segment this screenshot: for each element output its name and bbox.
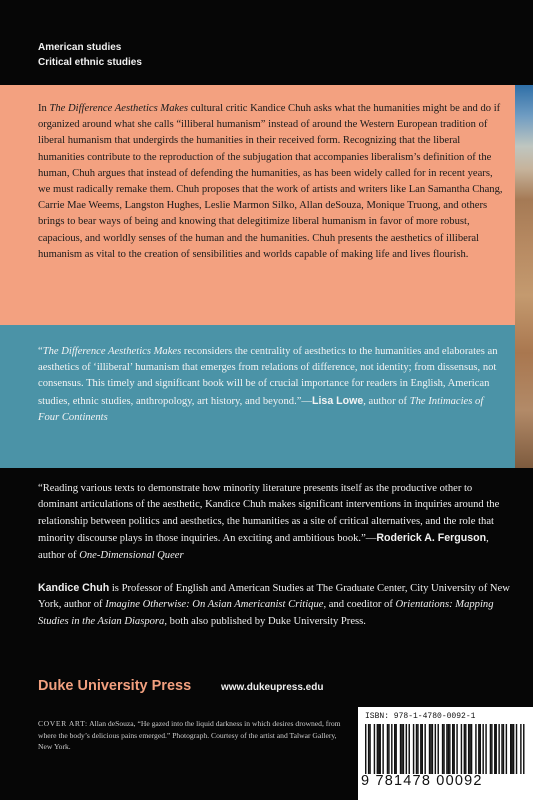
barcode-bar bbox=[377, 724, 378, 774]
barcode-bar bbox=[391, 724, 392, 774]
barcode-bar bbox=[403, 724, 404, 774]
barcode-bar bbox=[501, 724, 502, 774]
barcode-bar bbox=[417, 724, 418, 774]
cover-art-credit: COVER ART: Allan deSouza, “He gazed into the liquid darkness in which desires drowned, from where the body’s delicious pains emerged.” Photograph. Courtesy of the artist and Talwar Gallery, New York. bbox=[38, 719, 341, 752]
barcode-bar bbox=[453, 724, 454, 774]
cover-photo-strip bbox=[515, 85, 533, 468]
barcode-bar bbox=[498, 724, 499, 774]
barcode-bar bbox=[496, 724, 497, 774]
barcode-bar bbox=[378, 724, 379, 774]
barcode-bar bbox=[442, 724, 443, 774]
barcode-bar bbox=[365, 724, 366, 774]
blurb-book-title: The Difference Aesthetics Makes bbox=[42, 346, 182, 357]
barcode-bar bbox=[520, 724, 521, 774]
barcode-bar bbox=[469, 724, 470, 774]
book-description: In The Difference Aesthetics Makes cultural critic Kandice Chuh asks what the humanities might be and do if organized around what she calls “illiberal humanism” instead of around the Western European tradition of liberal humanism that undergirds the humanities in their received form. Recognizing that the liberal humanities contribute to the reproduction of the subjugation that accompanies liberalism’s definition of the human, Chuh argues that instead of defending the humanities, as has been widely called for in recent years, we must radically remake them. Chuh proposes that the work of artists and writers like Lan Samantha Chang, Carrie Mae Weems, Langston Hughes, Leslie Marmon Silko, Allan deSouza, Monique Truong, and others brings to bear ways of being and knowing that delegitimize liberal humanism in favor of more robust, capacious, and worldly senses of the human and the humanities. Chuh presents the aesthetics of illiberal humanism as vital to the creation of sensibilities and worlds capable of making life and lives flourish. bbox=[38, 103, 503, 260]
barcode-bar bbox=[401, 724, 402, 774]
subject-american-studies: American studies bbox=[38, 42, 122, 53]
barcode-bar bbox=[435, 724, 436, 774]
barcode-bar bbox=[465, 724, 466, 774]
barcode-bar bbox=[413, 724, 414, 774]
barcode-bar bbox=[468, 724, 469, 774]
barcode-bar bbox=[429, 724, 430, 774]
barcode-bar bbox=[485, 724, 486, 774]
barcode-bar bbox=[446, 724, 447, 774]
barcode-bar bbox=[448, 724, 449, 774]
barcode-bar bbox=[368, 724, 369, 774]
barcode-bar bbox=[461, 724, 462, 774]
author-bio: Kandice Chuh is Professor of English and American Studies at The Graduate Center, City University of New York, author of Imagine Otherwise: On Asian Americanist Critique, and coeditor of Orientations: Mapping Studies in the Asian Diaspora, both also published by Duke University Press. bbox=[38, 582, 510, 627]
barcode-bar bbox=[443, 724, 444, 774]
barcode-bar bbox=[475, 724, 476, 774]
barcode-bar bbox=[420, 724, 421, 774]
bio-book-2: Orientations: Mapping Studies in the Asian Diaspora bbox=[38, 599, 494, 627]
barcode-bar bbox=[452, 724, 453, 774]
blurb-author: Lisa Lowe bbox=[312, 394, 364, 407]
barcode-bar bbox=[449, 724, 450, 774]
barcode-bar bbox=[430, 724, 431, 774]
barcode-bar bbox=[387, 724, 388, 774]
subject-critical-ethnic-studies: Critical ethnic studies bbox=[38, 57, 142, 68]
barcode-bar bbox=[395, 724, 396, 774]
barcode-bar bbox=[388, 724, 389, 774]
bio-book-1: Imagine Otherwise: On Asian Americanist Critique bbox=[105, 599, 324, 611]
cover-art-label: COVER ART: bbox=[38, 719, 88, 728]
barcode-bar bbox=[503, 724, 504, 774]
barcode-bar bbox=[490, 724, 491, 774]
barcode-bar bbox=[482, 724, 483, 774]
barcode-bar bbox=[406, 724, 407, 774]
blurb-author: Roderick A. Ferguson bbox=[376, 532, 487, 545]
barcode-bar bbox=[416, 724, 417, 774]
barcode-bar bbox=[478, 724, 479, 774]
barcode-bar bbox=[494, 724, 495, 774]
barcode-bar bbox=[394, 724, 395, 774]
blurb-author-book: The Intimacies of Four Continents bbox=[38, 395, 484, 423]
barcode-bar bbox=[438, 724, 439, 774]
blurb-roderick-ferguson: “Reading various texts to demonstrate how minority literature presents itself as the productive other to dominant articulations of the aesthetic, Kandice Chuh makes significant interventions in inquiries around the relationship between politics and aesthetics, the humanities as a site of critical alternatives, and the role that minority discourse plays in those inquiries. An exciting and ambitious book.”—Roderick A. Ferguson, author of One-Dimensional Queer bbox=[38, 483, 500, 561]
barcode-bar bbox=[422, 724, 423, 774]
barcode-bar bbox=[516, 724, 517, 774]
barcode-bar bbox=[523, 724, 524, 774]
book-title: The Difference Aesthetics Makes bbox=[49, 103, 189, 114]
publisher-name: Duke University Press bbox=[38, 678, 192, 694]
blurb-author-book: One-Dimensional Queer bbox=[79, 549, 184, 561]
barcode-bar bbox=[382, 724, 383, 774]
publisher-url[interactable]: www.dukeupress.edu bbox=[221, 682, 324, 693]
barcode-bar bbox=[424, 724, 425, 774]
barcode-bar bbox=[464, 724, 465, 774]
subject-categories bbox=[38, 40, 142, 70]
author-name: Kandice Chuh bbox=[38, 582, 110, 594]
barcode-bar bbox=[400, 724, 401, 774]
barcode-bar bbox=[510, 724, 511, 774]
barcode-bar bbox=[409, 724, 410, 774]
barcode-bar bbox=[374, 724, 375, 774]
isbn-label: ISBN: 978-1-4780-0092-1 bbox=[365, 712, 476, 721]
barcode-bar bbox=[513, 724, 514, 774]
barcode-bar bbox=[471, 724, 472, 774]
barcode-bar bbox=[506, 724, 507, 774]
barcode-bar bbox=[369, 724, 370, 774]
barcode-bar bbox=[432, 724, 433, 774]
barcode-bars bbox=[365, 724, 531, 774]
barcode-bar bbox=[456, 724, 457, 774]
barcode-number: 9 781478 00092 bbox=[361, 773, 483, 789]
barcode-bar bbox=[511, 724, 512, 774]
barcode-bar bbox=[491, 724, 492, 774]
blurb-lisa-lowe: “The Difference Aesthetics Makes reconsiders the centrality of aesthetics to the humanities and elaborates an aesthetics of ‘illiberal’ humanism that emerges from relations of difference, not identity; from dissensus, not consensus. This timely and significant book will be of crucial importance for readers in English, American studies, ethnic studies, anthropology, art history, and beyond.”—Lisa Lowe, author of The Intimacies of Four Continents bbox=[38, 346, 498, 423]
barcode-bar bbox=[380, 724, 381, 774]
barcode-bar bbox=[480, 724, 481, 774]
isbn-barcode bbox=[358, 707, 533, 800]
